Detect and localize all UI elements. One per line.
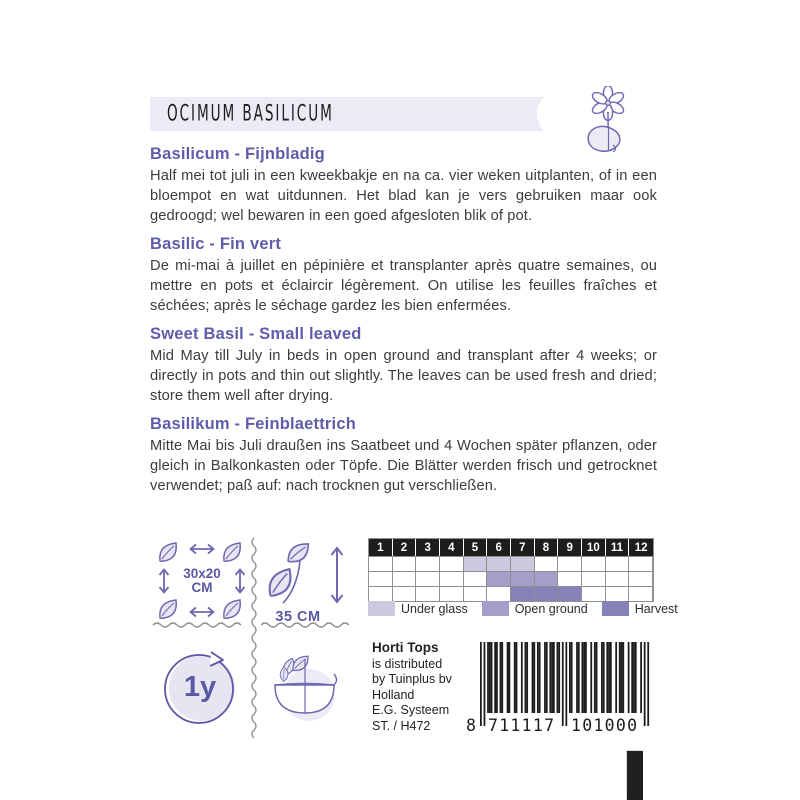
calendar-cell	[535, 586, 559, 601]
distributor-name: Horti Tops	[372, 640, 439, 655]
calendar-cell	[535, 571, 559, 586]
section-german	[150, 415, 657, 496]
calendar-cell	[464, 556, 488, 571]
section-heading: Sweet Basil - Small leaved	[150, 325, 362, 343]
divider-squiggle-horizontal	[260, 621, 356, 629]
calendar-month-header: 1	[369, 539, 393, 556]
calendar-cell	[582, 556, 606, 571]
calendar-cell	[416, 571, 440, 586]
sowing-calendar	[368, 538, 654, 602]
calendar-cell	[606, 586, 630, 601]
calendar-month-header: 12	[629, 539, 653, 556]
legend-swatch	[602, 601, 629, 616]
calendar-cell	[558, 586, 582, 601]
calendar-cell	[440, 556, 464, 571]
calendar-cell	[416, 586, 440, 601]
calendar-cell	[558, 571, 582, 586]
calendar-cell	[393, 571, 417, 586]
calendar-cell	[487, 586, 511, 601]
annual-label: 1y	[183, 671, 217, 703]
calendar-month-header: 11	[606, 539, 630, 556]
calendar-month-header: 10	[582, 539, 606, 556]
calendar-cell	[582, 586, 606, 601]
annual-cycle-icon	[159, 647, 241, 729]
barcode-digits: 711117	[488, 716, 554, 735]
calendar-month-header: 5	[464, 539, 488, 556]
section-heading: Basilikum - Feinblaettrich	[150, 415, 356, 433]
section-dutch	[150, 145, 657, 226]
section-body: De mi-mai à juillet en pépinière et transplanter après quatre semaines, ou mettre en pots et éclaircir légèrement. On utilise les feuilles fraîches et séchées; après le séchage gardez les bien enfermées.	[150, 258, 657, 314]
calendar-month-header: 6	[487, 539, 511, 556]
barcode	[466, 642, 654, 741]
calendar-cell	[369, 556, 393, 571]
plant-height-icon	[261, 537, 355, 625]
legend-label: Open ground	[514, 601, 588, 616]
calendar-month-header: 3	[416, 539, 440, 556]
distributor-line: E.G. Systeem	[372, 703, 450, 717]
spacing-label	[152, 567, 252, 595]
section-body: Mitte Mai bis Juli draußen ins Saatbeet und 4 Wochen später pflanzen, oder gleich in Balkonkasten oder Töpfe. Die Blätter werden frisch und getrocknet verwendet; paß auf: nach trocknen gut verschließen.	[150, 438, 657, 494]
calendar-month-header: 8	[535, 539, 559, 556]
section-heading: Basilic - Fin vert	[150, 235, 282, 253]
section-body: Half mei tot juli in een kweekbakje en na ca. vier weken uitplanten, of in een bloempot en wat uitdunnen. Het blad kan je vers gebruiken maar ook gedroogd; wel bewaren in een goed afgesloten blik of pot.	[150, 168, 657, 224]
distributor-info	[372, 640, 452, 734]
latin-name-title: OCIMUM BASILICUM	[167, 100, 334, 128]
print-registration-mark	[627, 751, 643, 800]
calendar-cell	[487, 571, 511, 586]
calendar-cell	[440, 586, 464, 601]
distributor-line: Holland	[372, 687, 415, 702]
calendar-grid	[368, 538, 654, 602]
section-english	[150, 325, 657, 406]
title-banner	[150, 97, 557, 131]
height-label: 35 CM	[275, 609, 321, 625]
divider-squiggle-horizontal	[152, 621, 248, 629]
calendar-cell	[535, 556, 559, 571]
section-heading: Basilicum - Fijnbladig	[150, 145, 325, 163]
legend-label: Under glass	[401, 601, 468, 616]
calendar-cell	[416, 556, 440, 571]
calendar-cell	[606, 571, 630, 586]
legend-label: Harvest	[634, 601, 678, 616]
calendar-cell	[393, 556, 417, 571]
divider-squiggle-vertical	[250, 537, 258, 739]
calendar-cell	[369, 586, 393, 601]
calendar-cell	[629, 556, 653, 571]
calendar-cell	[487, 556, 511, 571]
legend-swatch	[482, 601, 509, 616]
description-sections	[150, 145, 657, 505]
calendar-month-header: 9	[558, 539, 582, 556]
calendar-month-header: 7	[511, 539, 535, 556]
calendar-cell	[511, 571, 535, 586]
calendar-cell	[629, 571, 653, 586]
calendar-cell	[606, 556, 630, 571]
calendar-cell	[558, 556, 582, 571]
spacing-value: 30x20	[183, 566, 221, 581]
barcode-digits: 8	[466, 716, 476, 735]
barcode-digits: 101000	[571, 716, 637, 735]
plant-spacing-icon	[152, 536, 252, 626]
legend-swatch	[368, 601, 395, 616]
distributor-line: by Tuinplus bv	[372, 672, 452, 686]
salad-bowl-icon	[271, 651, 341, 723]
calendar-cell	[582, 571, 606, 586]
distributor-line: is distributed	[372, 656, 443, 671]
calendar-cell	[440, 571, 464, 586]
section-french	[150, 235, 657, 316]
section-body: Mid May till July in beds in open ground and transplant after 4 weeks; or directly in pots and thin out slightly. The leaves can be used fresh and dried; store them well after drying.	[150, 348, 657, 404]
calendar-cell	[464, 571, 488, 586]
calendar-cell	[511, 586, 535, 601]
calendar-month-header: 4	[440, 539, 464, 556]
calendar-cell	[464, 586, 488, 601]
calendar-cell	[393, 586, 417, 601]
calendar-cell	[629, 586, 653, 601]
spacing-unit: CM	[191, 580, 213, 595]
distributor-line: ST. / H472	[372, 718, 431, 733]
calendar-month-header: 2	[393, 539, 417, 556]
calendar-cell	[369, 571, 393, 586]
calendar-legend	[368, 601, 692, 616]
calendar-cell	[511, 556, 535, 571]
